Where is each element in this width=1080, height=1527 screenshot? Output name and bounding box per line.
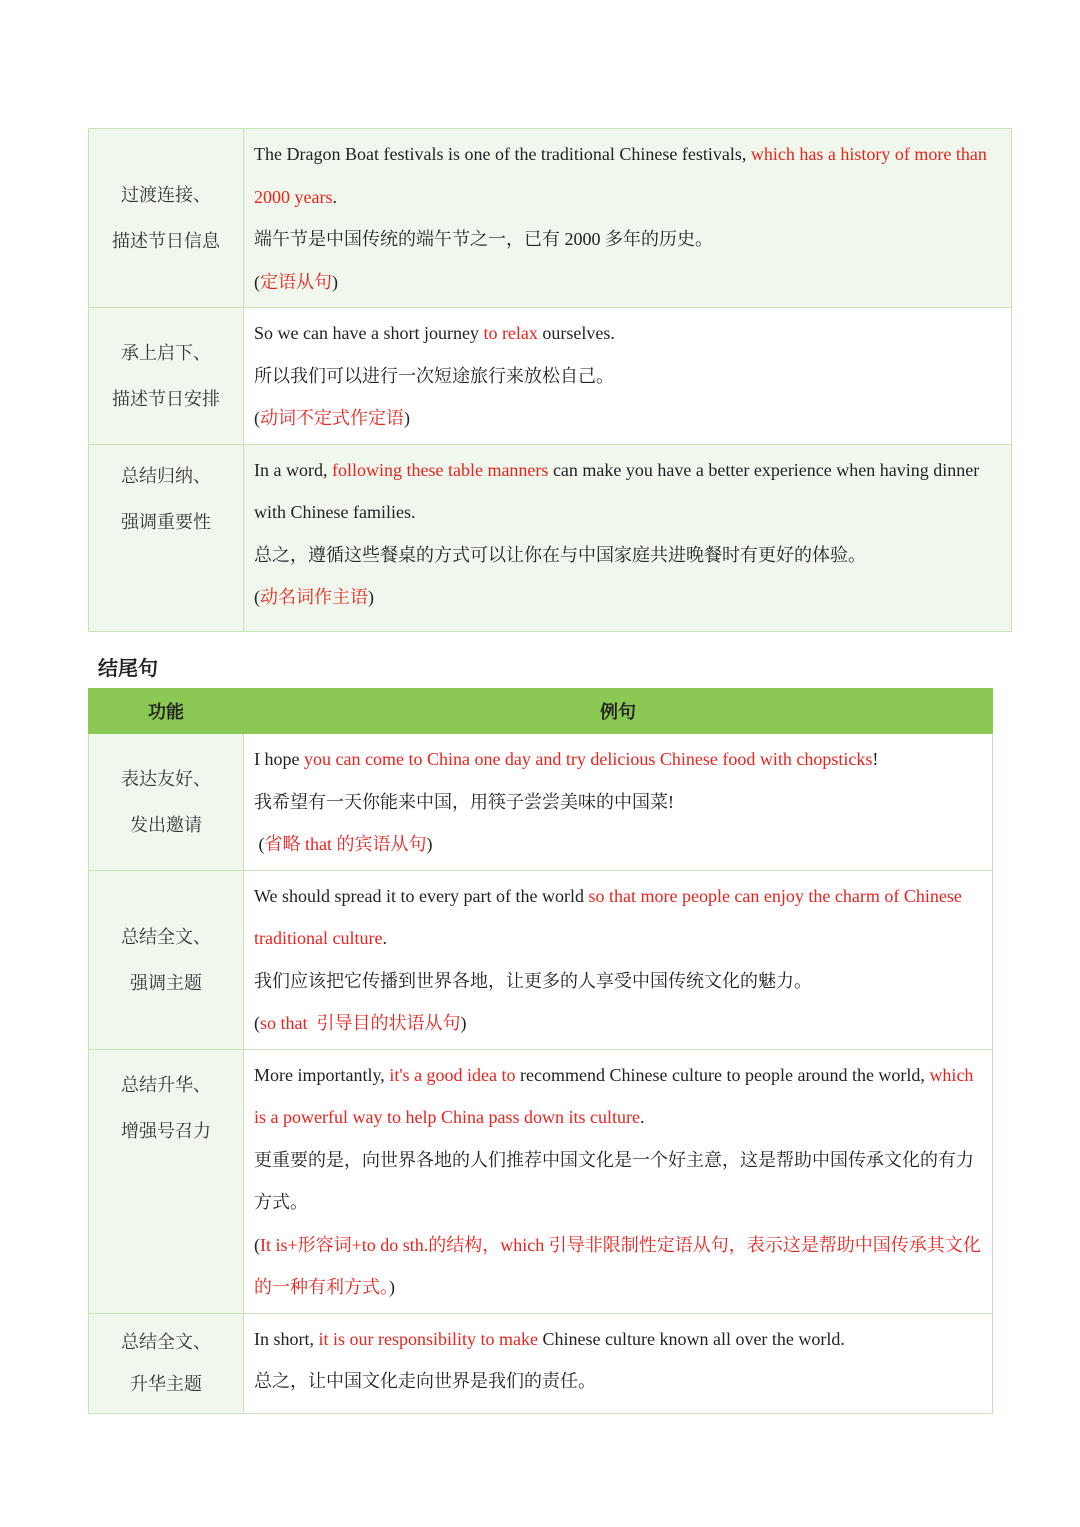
highlight-segment: 定语从句 xyxy=(260,271,332,292)
function-cell xyxy=(89,734,244,871)
example-cell xyxy=(244,870,993,1049)
function-line: 总结归纳、 xyxy=(121,465,211,486)
grammar-note xyxy=(254,1224,982,1309)
chinese-translation: 我们应该把它传播到世界各地，让更多的人享受中国传统文化的魅力。 xyxy=(254,970,812,991)
highlight-segment: It is+形容词+to do sth.的结构，which 引导非限制性定语从句，表示这是帮助中国传承其文化的一种有利方式。 xyxy=(254,1234,981,1297)
text-segment: ( xyxy=(254,834,265,854)
text-segment: The Dragon Boat festivals is one of the traditional Chinese festivals, xyxy=(254,144,751,164)
chinese-translation: 所以我们可以进行一次短途旅行来放松自己。 xyxy=(254,365,614,386)
highlight-segment: 动词不定式作定语 xyxy=(260,408,404,428)
table-row xyxy=(89,734,993,871)
table-row xyxy=(89,870,993,1049)
function-cell xyxy=(89,444,244,631)
text-segment: ( xyxy=(254,408,260,428)
text-segment: . xyxy=(639,1107,645,1127)
text-segment: . xyxy=(332,186,337,207)
text-segment: ) xyxy=(332,271,338,292)
function-line: 描述节日信息 xyxy=(112,231,220,251)
text-segment: More importantly, xyxy=(254,1064,390,1085)
function-cell xyxy=(89,870,244,1049)
function-line: 承上启下、 xyxy=(121,342,211,363)
example-cell xyxy=(244,734,993,871)
text-segment: . xyxy=(382,928,387,948)
header-example: 例句 xyxy=(244,689,993,734)
grammar-note xyxy=(254,1002,982,1045)
english-sentence xyxy=(254,1054,982,1139)
chinese-translation: 总之，遵循这些餐桌的方式可以让你在与中国家庭共进晚餐时有更好的体验。 xyxy=(254,544,866,565)
function-line: 总结全文、 xyxy=(121,926,211,947)
function-line: 表达友好、 xyxy=(121,768,211,789)
highlight-segment: you can come to China one day and try delicious Chinese food with chopsticks xyxy=(303,749,873,769)
english-sentence xyxy=(254,133,1001,218)
example-cell xyxy=(244,1049,993,1313)
header-function: 功能 xyxy=(89,689,244,734)
function-cell xyxy=(89,129,244,308)
text-segment: In a word, xyxy=(254,459,332,480)
example-cell xyxy=(244,129,1012,308)
highlight-segment: following these table manners xyxy=(331,459,549,480)
text-segment: In short, xyxy=(254,1328,319,1349)
chinese-translation: 更重要的是，向世界各地的人们推荐中国文化是一个好主意，这是帮助中国传承文化的有力方式。 xyxy=(254,1149,974,1212)
text-segment: ) xyxy=(368,587,374,607)
section-title: 结尾句 xyxy=(98,656,158,680)
text-segment: I hope xyxy=(254,749,304,769)
english-sentence xyxy=(254,449,1001,534)
example-cell xyxy=(244,444,1012,631)
english-sentence xyxy=(254,875,982,960)
highlight-segment: to relax xyxy=(483,323,538,343)
function-line: 总结全文、 xyxy=(121,1332,211,1352)
highlight-segment: so that 引导目的状语从句 xyxy=(260,1013,461,1033)
function-line: 强调重要性 xyxy=(121,511,211,532)
highlight-segment: 动名词作主语 xyxy=(260,587,368,607)
english-sentence xyxy=(254,312,1001,355)
table-row xyxy=(89,1049,993,1313)
text-segment: ) xyxy=(460,1013,467,1033)
highlight-segment: so that more people can enjoy the charm of Chinese traditional culture xyxy=(254,885,962,948)
grammar-note xyxy=(254,397,1001,440)
text-segment: ) xyxy=(389,1277,395,1297)
example-cell xyxy=(244,1313,993,1413)
table-row xyxy=(89,129,1012,308)
function-cell xyxy=(89,1049,244,1313)
sentence-table-1 xyxy=(88,128,1012,632)
highlight-segment: 省略 that 的宾语从句 xyxy=(264,834,427,854)
chinese-translation: 我希望有一天你能来中国，用筷子尝尝美味的中国菜! xyxy=(254,791,674,812)
table-row xyxy=(89,1313,993,1413)
highlight-segment: which is a powerful way to help China pass down its culture xyxy=(254,1064,974,1127)
highlight-segment: it is our responsibility to make xyxy=(318,1328,538,1349)
chinese-translation: 总之，让中国文化走向世界是我们的责任。 xyxy=(254,1371,596,1391)
function-line: 过渡连接、 xyxy=(121,185,211,205)
text-segment: recommend Chinese culture to people around the world, xyxy=(515,1064,930,1085)
text-segment: ) xyxy=(404,408,410,428)
highlight-segment: it's a good idea to xyxy=(389,1064,516,1085)
function-cell xyxy=(89,308,244,445)
text-segment: Chinese culture known all over the world. xyxy=(537,1328,845,1349)
function-line: 发出邀请 xyxy=(130,814,202,835)
function-line: 增强号召力 xyxy=(121,1120,211,1141)
function-line: 总结升华、 xyxy=(121,1074,211,1095)
english-sentence xyxy=(254,738,982,781)
text-segment: We should spread it to every part of the world xyxy=(254,885,589,906)
sentence-table-2 xyxy=(88,688,993,1414)
highlight-segment: which has a history of more than 2000 years xyxy=(254,144,987,207)
grammar-note xyxy=(254,576,1001,619)
function-cell xyxy=(89,1313,244,1413)
text-segment: ( xyxy=(254,271,260,292)
text-segment: ! xyxy=(872,749,879,769)
table-row xyxy=(89,308,1012,445)
table-header-row xyxy=(89,689,993,734)
grammar-note xyxy=(254,823,982,866)
example-cell xyxy=(244,308,1012,445)
text-segment: ( xyxy=(254,587,260,607)
text-segment: can make you have a better experience when having dinner with Chinese families. xyxy=(254,459,980,522)
function-line: 升华主题 xyxy=(130,1374,202,1394)
text-segment: ourselves. xyxy=(537,323,615,343)
function-line: 强调主题 xyxy=(130,972,202,993)
chinese-translation: 端午节是中国传统的端午节之一，已有 2000 多年的历史。 xyxy=(254,229,713,249)
grammar-note xyxy=(254,261,1001,304)
english-sentence xyxy=(254,1318,982,1361)
text-segment: ) xyxy=(426,834,433,854)
text-segment: ( xyxy=(254,1234,260,1255)
table-row xyxy=(89,444,1012,631)
function-line: 描述节日安排 xyxy=(112,388,220,409)
text-segment: ( xyxy=(254,1013,260,1033)
text-segment: So we can have a short journey xyxy=(254,323,484,343)
